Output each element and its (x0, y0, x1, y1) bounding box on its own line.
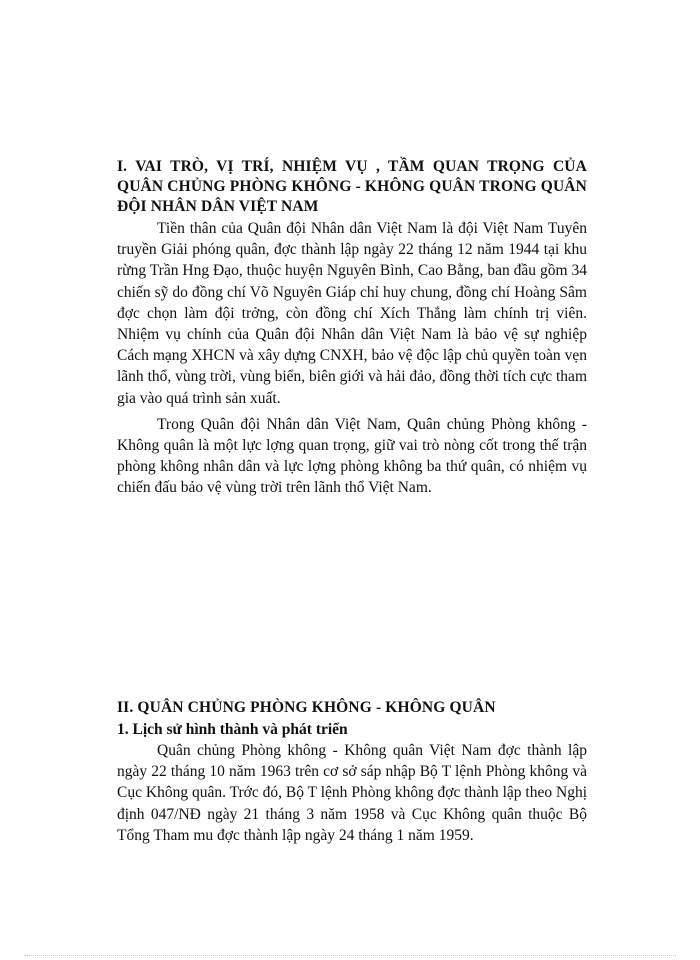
section-1 (117, 157, 587, 499)
section-2-paragraph: Quân chủng Phòng không - Không quân Việt Nam đợc thành lập ngày 22 tháng 10 năm 1963 trên cơ sở sáp nhập Bộ T lệnh Phòng không và Cục Không quân. Trớc đó, Bộ T lệnh Phòng không đợc thành lập theo Nghị định 047/NĐ ngày 21 tháng 3 năm 1958 và Cục Không quân thuộc Bộ Tổng Tham mu đợc thành lập ngày 24 tháng 1 năm 1959. (117, 742, 587, 844)
section-1-heading: I. VAI TRÒ, VỊ TRÍ, NHIỆM VỤ , TẦM QUAN TRỌNG CỦA QUÂN CHỦNG PHÒNG KHÔNG - KHÔNG QUÂN TRONG QUÂN ĐỘI NHÂN DÂN VIỆT NAM (117, 158, 587, 215)
section-2 (117, 698, 587, 846)
section-2-heading: II. QUÂN CHỦNG PHÒNG KHÔNG - KHÔNG QUÂN (117, 699, 496, 716)
section-2-subheading: 1. Lịch sử hình thành và phát triển (117, 721, 348, 738)
page-bottom-divider (24, 955, 676, 956)
section-1-paragraph: Tiền thân của Quân đội Nhân dân Việt Nam là đội Việt Nam Tuyên truyền Giải phóng quân, đợc thành lập ngày 22 tháng 12 năm 1944 tại khu rừng Trần Hng Đạo, thuộc huyện Nguyên Bình, Cao Bằng, ban đầu gồm 34 chiến sỹ do đồng chí Võ Nguyên Giáp chỉ huy chung, đồng chí Hoàng Sâm đợc chọn làm đội trởng, còn đồng chí Xích Thắng làm chính trị viên. Nhiệm vụ chính của Quân đội Nhân dân Việt Nam là bảo vệ sự nghiệp Cách mạng XHCN và xây dựng CNXH, bảo vệ độc lập chủ quyền toàn vẹn lãnh thổ, vùng trời, vùng biển, biên giới và hải đảo, đồng thời tích cực tham gia vào quá trình sản xuất. (117, 220, 587, 407)
section-1-paragraph: Trong Quân đội Nhân dân Việt Nam, Quân chủng Phòng không - Không quân là một lực lợng quan trọng, giữ vai trò nòng cốt trong thế trận phòng không nhân dân và lực lợng phòng không ba thứ quân, có nhiệm vụ chiến đấu bảo vệ vùng trời trên lãnh thổ Việt Nam. (117, 415, 587, 497)
